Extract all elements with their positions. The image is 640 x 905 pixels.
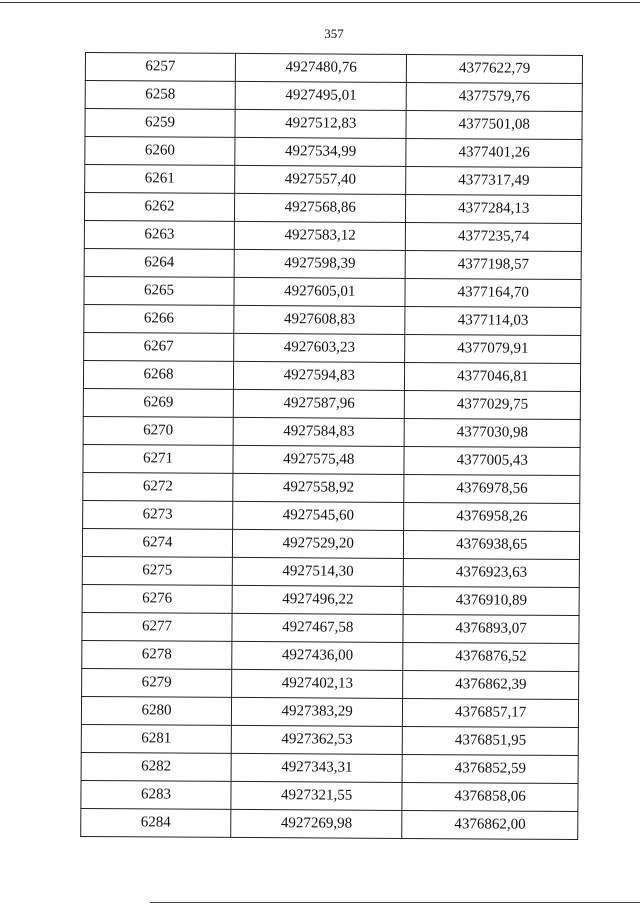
x-coordinate-cell: 4927480,76 (235, 53, 407, 82)
table-row (84, 193, 581, 224)
y-coordinate-cell: 4377046,81 (405, 362, 581, 391)
point-number-cell: 6266 (84, 304, 234, 333)
point-number-cell: 6261 (85, 165, 235, 194)
y-coordinate-cell: 4377030,98 (405, 418, 581, 447)
x-coordinate-cell: 4927603,23 (234, 333, 406, 362)
y-coordinate-cell: 4376958,26 (404, 502, 580, 531)
y-coordinate-cell: 4376923,63 (404, 558, 580, 587)
x-coordinate-cell: 4927402,13 (232, 669, 404, 698)
table-row (81, 808, 578, 839)
x-coordinate-cell: 4927343,31 (231, 753, 403, 782)
point-number-cell: 6283 (81, 780, 231, 809)
table-row (82, 612, 579, 643)
table-row (81, 752, 578, 783)
x-coordinate-cell: 4927496,22 (232, 585, 404, 614)
y-coordinate-cell: 4376862,39 (403, 670, 579, 699)
point-number-cell: 6276 (82, 584, 232, 613)
y-coordinate-cell: 4376857,17 (403, 698, 579, 727)
point-number-cell: 6271 (83, 444, 233, 473)
y-coordinate-cell: 4377029,75 (405, 390, 581, 419)
y-coordinate-cell: 4377284,13 (406, 194, 582, 223)
table-row (83, 444, 580, 475)
table-row (84, 248, 581, 279)
point-number-cell: 6269 (83, 388, 233, 417)
table-row (81, 696, 578, 727)
y-coordinate-cell: 4376893,07 (403, 614, 579, 643)
point-number-cell: 6278 (82, 640, 232, 669)
x-coordinate-cell: 4927269,98 (231, 809, 403, 838)
x-coordinate-cell: 4927514,30 (232, 557, 404, 586)
x-coordinate-cell: 4927594,83 (233, 361, 405, 390)
table-row (83, 388, 580, 419)
table-row (85, 53, 582, 84)
y-coordinate-cell: 4377114,03 (405, 306, 581, 335)
x-coordinate-cell: 4927436,00 (232, 641, 404, 670)
x-coordinate-cell: 4927584,83 (233, 417, 405, 446)
y-coordinate-cell: 4377622,79 (407, 54, 583, 83)
table-row (84, 332, 581, 363)
table-row (82, 640, 579, 671)
x-coordinate-cell: 4927557,40 (235, 165, 407, 194)
y-coordinate-cell: 4377164,70 (405, 278, 581, 307)
coordinates-table-body (81, 53, 583, 840)
table-row (83, 500, 580, 531)
x-coordinate-cell: 4927587,96 (233, 389, 405, 418)
x-coordinate-cell: 4927608,83 (234, 305, 406, 334)
bottom-edge-rule (150, 902, 640, 903)
x-coordinate-cell: 4927529,20 (232, 529, 404, 558)
point-number-cell: 6262 (84, 193, 234, 222)
point-number-cell: 6273 (83, 500, 233, 529)
x-coordinate-cell: 4927383,29 (231, 697, 403, 726)
point-number-cell: 6280 (81, 696, 231, 725)
x-coordinate-cell: 4927598,39 (234, 249, 406, 278)
table-row (84, 276, 581, 307)
point-number-cell: 6259 (85, 109, 235, 138)
page-number: 357 (324, 26, 344, 41)
table-row (85, 165, 582, 196)
x-coordinate-cell: 4927512,83 (235, 109, 407, 138)
y-coordinate-cell: 4376862,00 (402, 810, 578, 839)
table-row (82, 584, 579, 615)
table-row (85, 137, 582, 168)
y-coordinate-cell: 4377317,49 (406, 166, 582, 195)
point-number-cell: 6274 (82, 528, 232, 557)
y-coordinate-cell: 4377079,91 (405, 334, 581, 363)
point-number-cell: 6270 (83, 416, 233, 445)
x-coordinate-cell: 4927534,99 (235, 137, 407, 166)
x-coordinate-cell: 4927605,01 (234, 277, 406, 306)
x-coordinate-cell: 4927545,60 (233, 501, 405, 530)
point-number-cell: 6260 (85, 137, 235, 166)
point-number-cell: 6263 (84, 220, 234, 249)
y-coordinate-cell: 4376852,59 (402, 754, 578, 783)
point-number-cell: 6258 (85, 81, 235, 110)
y-coordinate-cell: 4376978,56 (404, 474, 580, 503)
y-coordinate-cell: 4377198,57 (406, 250, 582, 279)
x-coordinate-cell: 4927467,58 (232, 613, 404, 642)
point-number-cell: 6279 (82, 668, 232, 697)
point-number-cell: 6282 (81, 752, 231, 781)
table-row (85, 109, 582, 140)
y-coordinate-cell: 4376858,06 (402, 782, 578, 811)
x-coordinate-cell: 4927583,12 (234, 221, 406, 250)
y-coordinate-cell: 4376851,95 (403, 726, 579, 755)
y-coordinate-cell: 4377005,43 (404, 446, 580, 475)
x-coordinate-cell: 4927362,53 (231, 725, 403, 754)
top-edge-rule (0, 2, 640, 3)
point-number-cell: 6275 (82, 556, 232, 585)
table-row (83, 472, 580, 503)
point-number-cell: 6265 (84, 276, 234, 305)
point-number-cell: 6281 (81, 724, 231, 753)
table-row (83, 416, 580, 447)
y-coordinate-cell: 4377401,26 (406, 138, 582, 167)
x-coordinate-cell: 4927495,01 (235, 81, 407, 110)
table-row (82, 556, 579, 587)
table-row (81, 724, 578, 755)
y-coordinate-cell: 4377501,08 (406, 110, 582, 139)
point-number-cell: 6284 (81, 808, 231, 837)
table-row (82, 528, 579, 559)
x-coordinate-cell: 4927321,55 (231, 781, 403, 810)
table-row (85, 81, 582, 112)
point-number-cell: 6267 (84, 332, 234, 361)
point-number-cell: 6272 (83, 472, 233, 501)
table-row (82, 668, 579, 699)
x-coordinate-cell: 4927558,92 (233, 473, 405, 502)
table-row (84, 220, 581, 251)
table-row (83, 360, 580, 391)
y-coordinate-cell: 4377579,76 (407, 82, 583, 111)
point-number-cell: 6268 (83, 360, 233, 389)
point-number-cell: 6277 (82, 612, 232, 641)
y-coordinate-cell: 4376876,52 (403, 642, 579, 671)
table-row (84, 304, 581, 335)
table-row (81, 780, 578, 811)
x-coordinate-cell: 4927575,48 (233, 445, 405, 474)
x-coordinate-cell: 4927568,86 (234, 193, 406, 222)
coordinates-table (80, 52, 583, 840)
y-coordinate-cell: 4376910,89 (404, 586, 580, 615)
point-number-cell: 6257 (85, 53, 235, 82)
point-number-cell: 6264 (84, 248, 234, 277)
y-coordinate-cell: 4377235,74 (406, 222, 582, 251)
y-coordinate-cell: 4376938,65 (404, 530, 580, 559)
